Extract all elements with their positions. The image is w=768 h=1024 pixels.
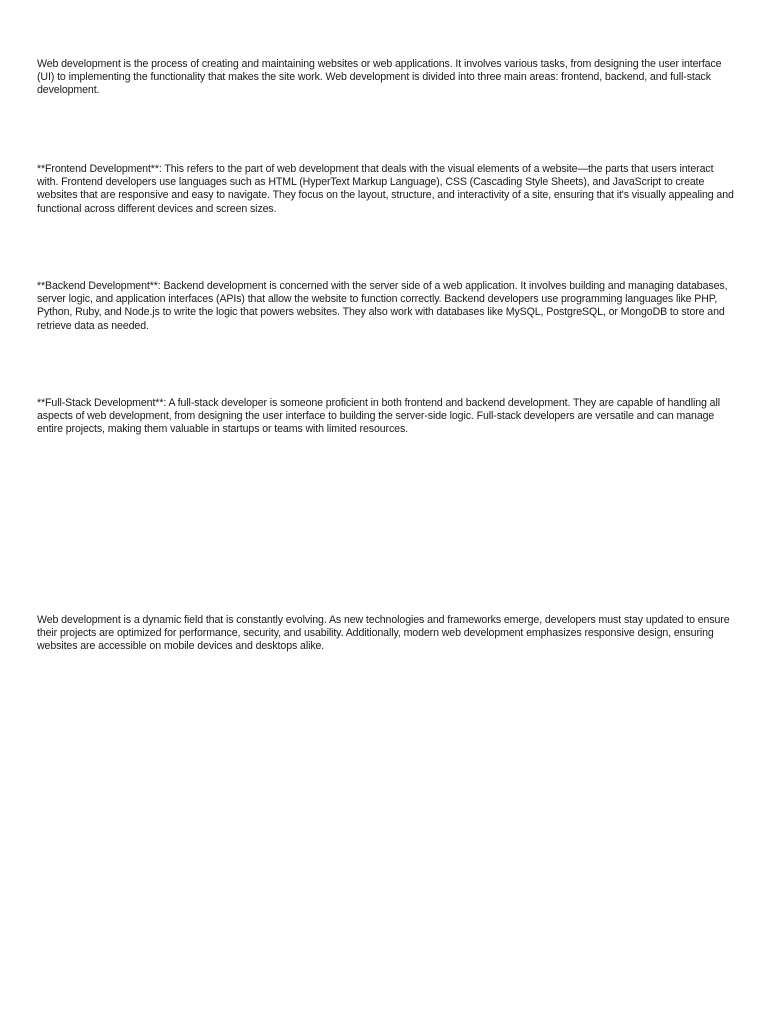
closing-paragraph: Web development is a dynamic field that is constantly evolving. As new technologies and frameworks emerge, developers must stay updated to ensure their projects are optimized for performance, security, and usability. Additionally, modern web development emphasizes responsive design, ensuring websites are accessible on mobile devices and desktops alike. (37, 614, 730, 653)
intro-paragraph: Web development is the process of creating and maintaining websites or web applications. It involves various tasks, from designing the user interface (UI) to implementing the functionality that makes the site work. Web development is divided into three main areas: frontend, backend, and full-stack development. (37, 58, 722, 97)
fullstack-paragraph: **Full-Stack Development**: A full-stack developer is someone proficient in both frontend and backend development. They are capable of handling all aspects of web development, from designing the user interface to building the server-side logic. Full-stack developers are versatile and can manage entire projects, making them valuable in startups or teams with limited resources. (37, 397, 720, 436)
frontend-paragraph: **Frontend Development**: This refers to the part of web development that deals with the visual elements of a website—the parts that users interact with. Frontend developers use languages such as HTML (HyperText Markup Language), CSS (Cascading Style Sheets), and JavaScript to create websites that are responsive and easy to navigate. They focus on the layout, structure, and interactivity of a site, ensuring that it's visually appealing and functional across different devices and screen sizes. (37, 163, 734, 215)
backend-paragraph: **Backend Development**: Backend development is concerned with the server side of a web application. It involves building and managing databases, server logic, and application interfaces (APIs) that allow the website to function correctly. Backend developers use programming languages like PHP, Python, Ruby, and Node.js to write the logic that powers websites. They also work with databases like MySQL, PostgreSQL, or MongoDB to store and retrieve data as needed. (37, 280, 728, 332)
